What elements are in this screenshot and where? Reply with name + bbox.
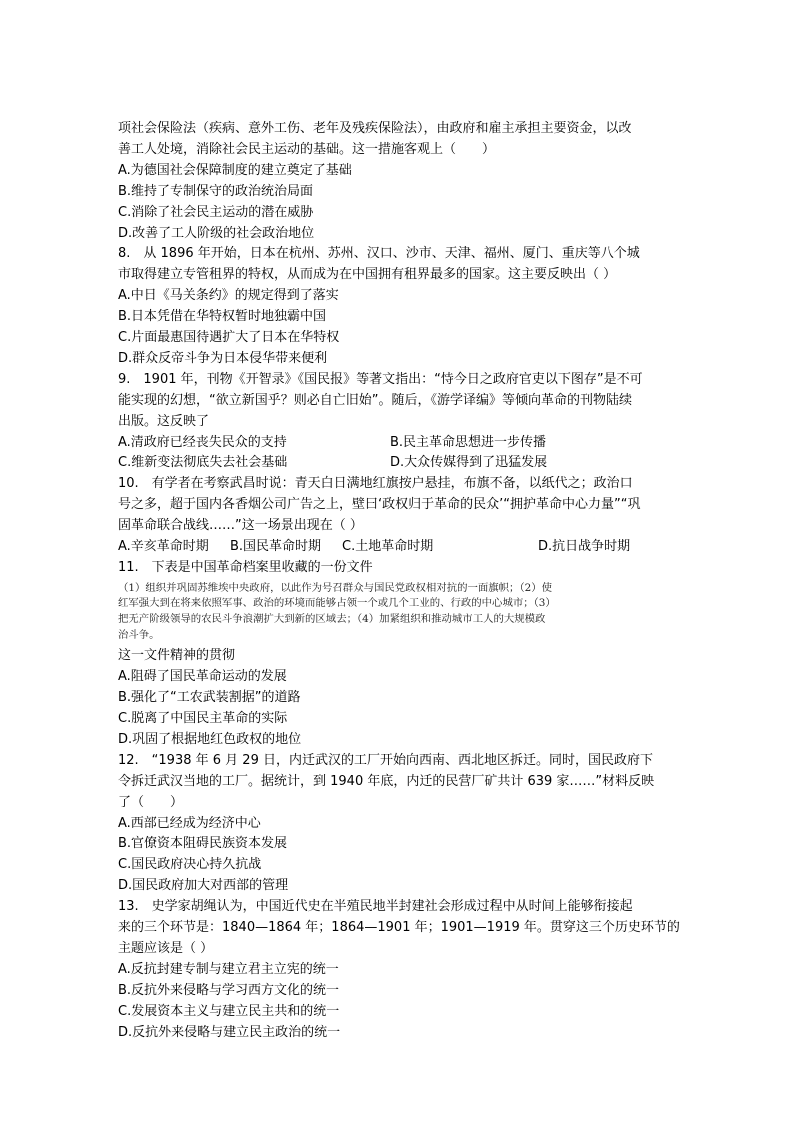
question-stem-line: 12. “1938 年 6 月 29 日，内迁武汉的工厂开始向西南、西北地区拆迁。同时，国民政府下 [118, 752, 653, 768]
option-a: A.反抗封建专制与建立君主立宪的统一 [118, 961, 339, 977]
question-7 [118, 119, 678, 244]
question-8 [118, 244, 678, 369]
option-b: B.官僚资本阻碍民族资本发展 [118, 836, 288, 852]
option-a: A.中日《马关条约》的规定得到了落实 [118, 288, 339, 304]
question-stem-line: 13. 史学家胡绳认为，中国近代史在半殖民地半封建社会形成过程中从时间上能够衔接起 [118, 899, 633, 915]
document-line: 红军强大到在将来依照军事、政治的环境而能够占领一个或几个工业的、行政的中心城市；（3） [118, 597, 556, 610]
option-b: B.国民革命时期 [230, 539, 322, 555]
exam-page [118, 119, 678, 1043]
question-stem-line: 9. 1901 年，刊物《开智录》《国民报》等著文指出：“恃今日之政府官吏以下图存”是不可 [118, 371, 643, 387]
option-c: C.脱离了中国民主革命的实际 [118, 710, 288, 726]
option-d: D.抗日战争时期 [538, 539, 631, 555]
question-stem-line: 能实现的幻想，“欲立新国乎？则必自亡旧始”。随后，《游学译编》等倾向革命的刊物陆续 [118, 392, 632, 408]
option-d: D.国民政府加大对西部的管理 [118, 878, 289, 894]
document-line: 把无产阶级领导的农民斗争浪潮扩大到新的区域去；（4）加紧组织和推动城市工人的大规模政 [118, 613, 546, 626]
option-b: B.维持了专制保守的政治统治局面 [118, 183, 314, 199]
question-10 [118, 474, 678, 558]
option-d: D.巩固了根据地红色政权的地位 [118, 731, 302, 747]
document-line: 治斗争。 [118, 628, 160, 641]
option-c: C.土地革命时期 [342, 539, 434, 555]
option-a: A.西部已经成为经济中心 [118, 815, 261, 831]
question-stem-line: 11. 下表是中国革命档案里收藏的一份文件 [118, 559, 373, 575]
option-c: C.发展资本主义与建立民主共和的统一 [118, 1003, 340, 1019]
question-stem-line: 善工人处境，消除社会民主运动的基础。这一措施客观上（ ） [118, 141, 496, 157]
option-c: C.片面最惠国待遇扩大了日本在华特权 [118, 330, 340, 346]
option-d: D.反抗外来侵略与建立民主政治的统一 [118, 1024, 341, 1040]
question-stem-line: 固革命联合战线……”这一场景出现在（ ） [118, 518, 363, 534]
option-a: A.为德国社会保障制度的建立奠定了基础 [118, 162, 352, 178]
question-prompt: 这一文件精神的贯彻 [118, 648, 236, 664]
question-stem-line: 号之多，超于国内各香烟公司广告之上，壁曰‘政权归于革命的民众’“拥护革命中心力量”“巩 [118, 497, 641, 513]
option-c: C.消除了社会民主运动的潜在威胁 [118, 204, 314, 220]
option-c: C.国民政府决心持久抗战 [118, 857, 262, 873]
option-c: C.维新变法彻底失去社会基础 [118, 455, 288, 471]
question-stem-line: 出版。这反映了 [118, 413, 210, 429]
question-stem-line: 8. 从 1896 年开始，日本在杭州、苏州、汉口、沙市、天津、福州、厦门、重庆等八个城 [118, 246, 640, 262]
question-11 [118, 558, 678, 751]
option-d: D.改善了工人阶级的社会政治地位 [118, 225, 315, 241]
question-stem-line: 了（ ） [118, 794, 184, 810]
option-b: B.民主革命思想进一步传播 [390, 434, 547, 450]
option-a: A.清政府已经丧失民众的支持 [118, 434, 287, 450]
question-stem-line: 市取得建立专管租界的特权，从而成为在中国拥有租界最多的国家。这主要反映出（ ） [118, 267, 617, 283]
archive-document-excerpt [118, 581, 678, 643]
question-stem-line: 项社会保险法（疾病、意外工伤、老年及残疾保险法），由政府和雇主承担主要资金，以改 [118, 121, 632, 136]
question-12 [118, 751, 678, 897]
option-b: B.强化了“工农武装割据”的道路 [118, 690, 301, 706]
option-a: A.阻碍了国民革命运动的发展 [118, 669, 287, 685]
options-row [118, 433, 678, 454]
options-row [118, 453, 678, 474]
question-stem-line: 主题应该是（ ） [118, 940, 214, 956]
question-9 [118, 370, 678, 475]
question-stem-line: 10. 有学者在考察武昌时说：青天白日满地红旗按户悬挂，布旗不备，以纸代之；政治口 [118, 476, 633, 492]
question-13 [118, 897, 678, 1043]
document-line: （1）组织并巩固苏维埃中央政府，以此作为号召群众与国民党政权相对抗的一面旗帜；（2）使 [118, 581, 553, 594]
option-b: B.日本凭借在华特权暂时地独霸中国 [118, 309, 327, 325]
question-stem-line: 来的三个环节是：1840—1864 年；1864—1901 年；1901—1919 年。贯穿这三个历史环节的 [118, 920, 680, 936]
option-b: B.反抗外来侵略与学习西方文化的统一 [118, 982, 340, 998]
option-d: D.大众传媒得到了迅猛发展 [390, 455, 548, 471]
option-d: D.群众反帝斗争为日本侵华带来便利 [118, 350, 328, 366]
question-stem-line: 令拆迁武汉当地的工厂。据统计，到 1940 年底，内迁的民营厂矿共计 639 家……”材料反映 [118, 773, 655, 789]
option-a: A.辛亥革命时期 [118, 539, 209, 555]
options-row [118, 537, 678, 558]
